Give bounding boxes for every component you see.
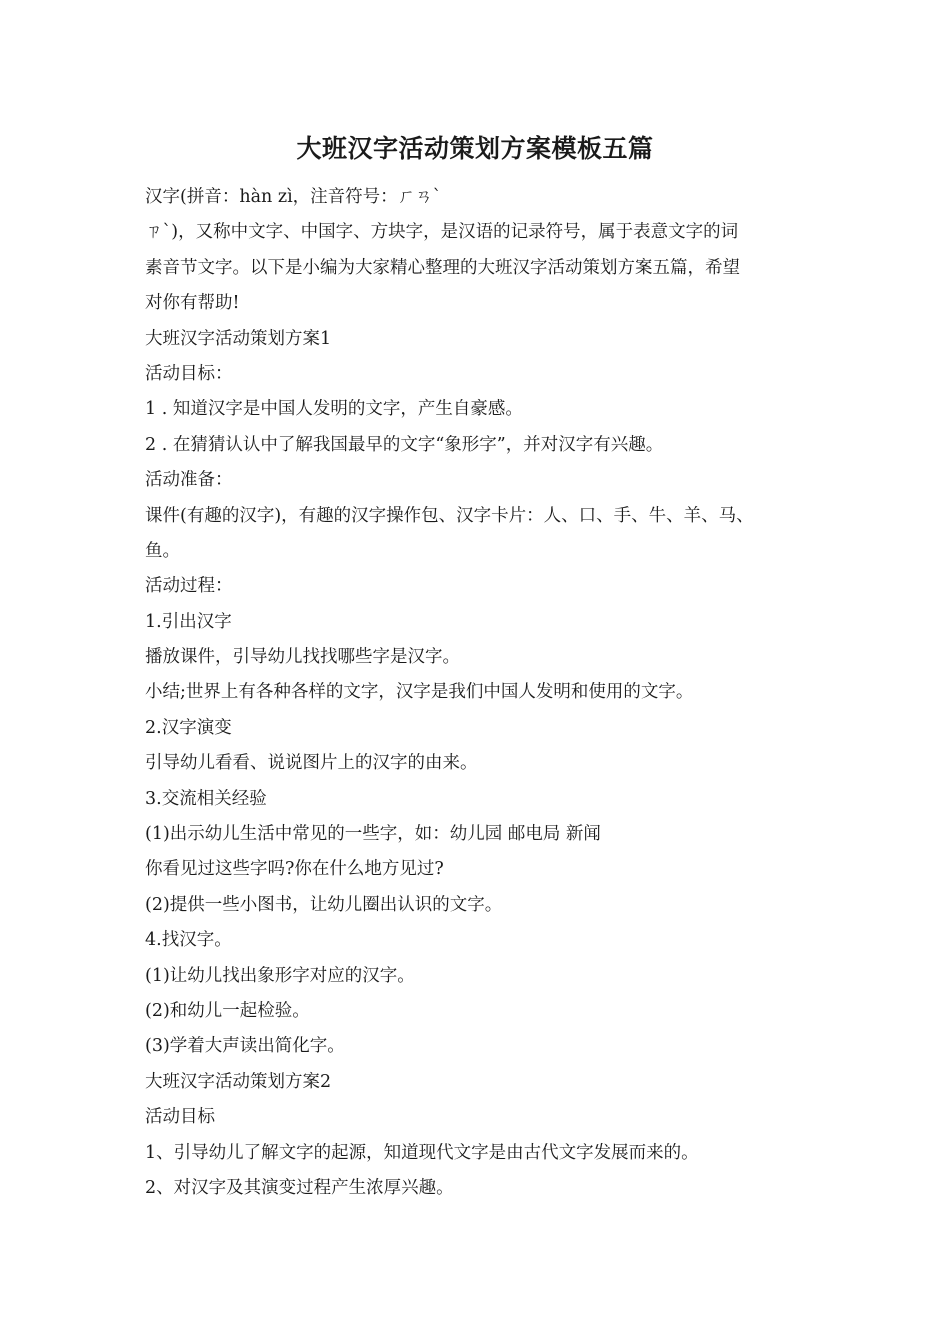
text-line: ㄗˋ)，又称中文字、中国字、方块字，是汉语的记录符号，属于表意文字的词 (145, 222, 739, 243)
list-item: (2)提供一些小图书，让幼儿圈出认识的文字。 (145, 894, 503, 915)
list-item: (3)学着大声读出简化字。 (145, 1036, 345, 1057)
list-item: 2、对汉字及其演变过程产生浓厚兴趣。 (145, 1177, 454, 1198)
section-heading: 大班汉字活动策划方案2 (145, 1071, 332, 1092)
text-line: 对你有帮助! (145, 293, 240, 314)
list-item: 2 . 在猜猜认认中了解我国最早的文字“象形字”，并对汉字有兴趣。 (145, 434, 664, 455)
step-heading: 1.引出汉字 (145, 611, 232, 632)
step-heading: 3.交流相关经验 (145, 788, 267, 809)
text-line: 鱼。 (145, 540, 180, 561)
text-line: 素音节文字。以下是小编为大家精心整理的大班汉字活动策划方案五篇，希望 (145, 257, 740, 278)
subheading: 活动过程： (145, 576, 233, 597)
list-item: (1)让幼儿找出象形字对应的汉字。 (145, 965, 415, 986)
list-item: (1)出示幼儿生活中常见的一些字，如：幼儿园 邮电局 新闻 (145, 824, 601, 845)
text-line: 播放课件，引导幼儿找找哪些字是汉字。 (145, 647, 460, 668)
step-heading: 4.找汉字。 (145, 930, 232, 951)
list-item: (2)和幼儿一起检验。 (145, 1000, 310, 1021)
document-title: 大班汉字活动策划方案模板五篇 (296, 134, 654, 163)
text-line: 课件(有趣的汉字)，有趣的汉字操作包、汉字卡片：人、口、手、牛、羊、马、 (145, 505, 754, 526)
step-heading: 2.汉字演变 (145, 717, 232, 738)
text-line: 小结;世界上有各种各样的文字，汉字是我们中国人发明和使用的文字。 (145, 682, 694, 703)
list-item: 1 . 知道汉字是中国人发明的文字，产生自豪感。 (145, 399, 523, 420)
text-line: 你看见过这些字吗?你在什么地方见过? (145, 859, 444, 880)
subheading: 活动目标 (145, 1107, 215, 1128)
subheading: 活动准备： (145, 470, 233, 491)
subheading: 活动目标： (145, 363, 233, 384)
list-item: 1、引导幼儿了解文字的起源，知道现代文字是由古代文字发展而来的。 (145, 1142, 699, 1163)
document-body (145, 180, 835, 1206)
text-line: 引导幼儿看看、说说图片上的汉字的由来。 (145, 753, 478, 774)
section-heading: 大班汉字活动策划方案1 (145, 328, 332, 349)
text-line: 汉字(拼音：hàn zì，注音符号：ㄏㄢˋ (145, 187, 442, 207)
